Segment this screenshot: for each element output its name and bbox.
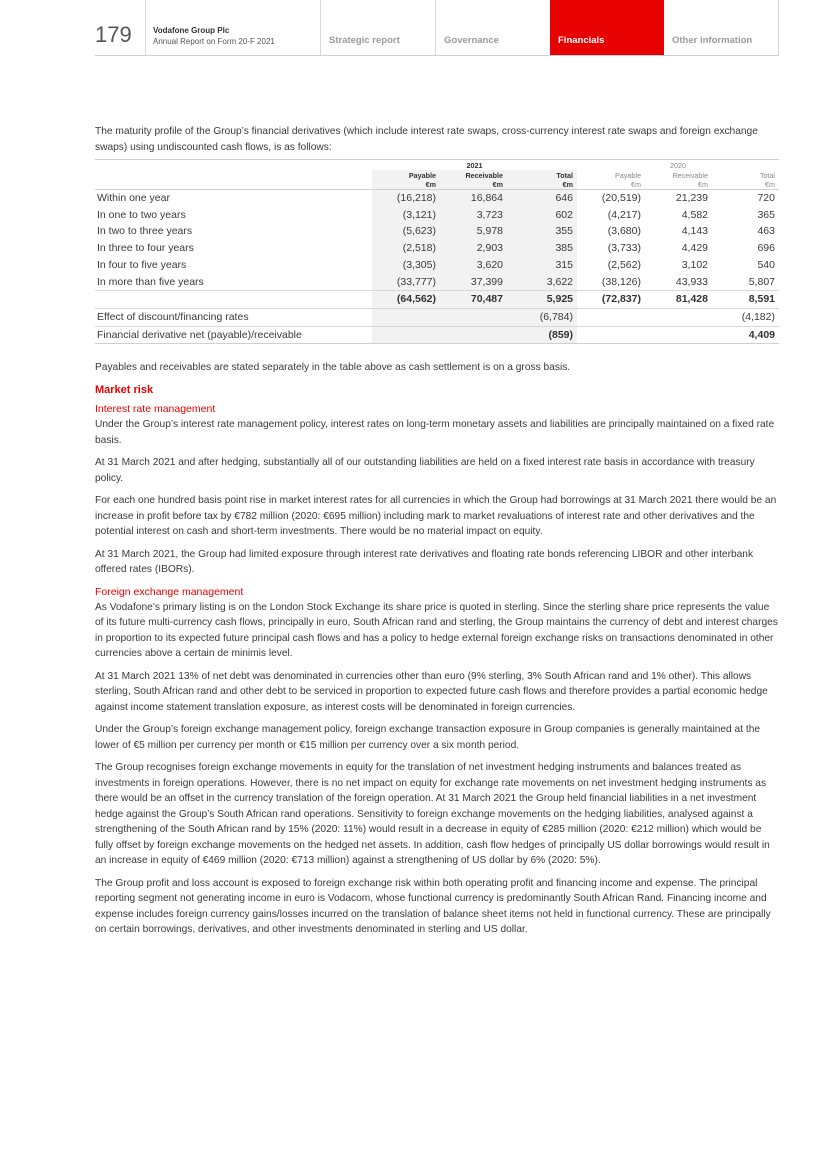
- interest-rate-heading: Interest rate management: [95, 403, 216, 416]
- table-cell: 385: [507, 240, 577, 257]
- nav-strategic-report[interactable]: Strategic report: [329, 35, 400, 46]
- column-name: Payable: [408, 170, 436, 180]
- column-header: [440, 170, 507, 190]
- table-cell: 646: [507, 190, 577, 207]
- column-unit: €m: [425, 179, 436, 189]
- table-cell: (4,217): [607, 208, 641, 221]
- column-unit: €m: [631, 179, 641, 189]
- intro-paragraph: The maturity profile of the Group’s financial derivatives (which include interest rate swaps, cross-currency interest rate swaps and foreign exchange swaps) using undiscounted cash flows, is as follows:: [95, 126, 758, 153]
- year-header-2020: 2020: [577, 160, 779, 171]
- fx-paragraph: The Group profit and loss account is exposed to foreign exchange risk within both operating profit and financing income and expense. The principal reporting segment not generating income in euro is Vodacom, whose functional currency is predominantly South African Rand. Financing income and expense includes foreign currency gains/losses incurred on the translation of balance sheet items not held in functional currency. These are principally on certain borrowings, derivatives, and other investments denominated in sterling and US dollar.: [95, 877, 771, 936]
- table-cell: 3,622: [507, 274, 577, 291]
- row-label: In two to three years: [97, 225, 193, 238]
- table-cell: (20,519): [601, 192, 641, 204]
- table-cell: 365: [757, 208, 775, 221]
- discount-total-2021: (6,784): [507, 308, 577, 326]
- column-name: Total: [556, 170, 573, 180]
- fx-heading: Foreign exchange management: [95, 585, 244, 598]
- table-row: [95, 207, 779, 224]
- table-cell: 355: [507, 223, 577, 240]
- total-cell: 8,591: [712, 291, 779, 309]
- fx-paragraph: As Vodafone’s primary listing is on the London Stock Exchange its share price is quoted in sterling. Since the sterling share price represents the value of its future multi-currency cash flows, principally in euro, South African rand and sterling, the Group maintains the currency of debt and interest charges in proportion to its expected future principal cash flows and has a policy to hedge external foreign exchange risks on transactions denominated in other currencies above a certain de minimis level.: [95, 601, 778, 660]
- table-cell: 37,399: [440, 274, 507, 291]
- total-cell: (64,562): [372, 291, 440, 309]
- page-number: 179: [95, 22, 132, 47]
- table-cell: (38,126): [601, 275, 641, 288]
- table-row: [95, 257, 779, 274]
- derivatives-maturity-table: [95, 159, 779, 344]
- row-label: Within one year: [97, 192, 170, 204]
- total-cell: 5,925: [507, 291, 577, 309]
- table-cell: 4,429: [681, 242, 708, 255]
- interest-rate-paragraph: At 31 March 2021 and after hedging, substantially all of our outstanding liabilities are held on a fixed interest rate basis in accordance with treasury policy.: [95, 457, 755, 484]
- table-cell: 3,723: [440, 207, 507, 224]
- gross-basis-note: Payables and receivables are stated separately in the table above as cash settlement is on a gross basis.: [95, 362, 571, 374]
- column-unit: €m: [492, 179, 503, 189]
- net-total-2021: (859): [507, 326, 577, 344]
- company-name: Vodafone Group Plc: [153, 26, 230, 35]
- table-cell: (3,305): [372, 257, 440, 274]
- report-title: Annual Report on Form 20-F 2021: [153, 37, 275, 46]
- table-row: [95, 274, 779, 291]
- table-cell: 5,978: [440, 223, 507, 240]
- column-header: [372, 170, 440, 190]
- table-cell: (5,623): [372, 223, 440, 240]
- column-name: Total: [759, 170, 775, 180]
- column-name: Receivable: [465, 170, 503, 180]
- column-header: [645, 170, 712, 190]
- row-label: In more than five years: [97, 275, 204, 288]
- page-content: [95, 124, 779, 945]
- table-cell: 463: [757, 225, 775, 238]
- table-cell: 540: [757, 258, 775, 271]
- nav-other-information[interactable]: Other information: [672, 35, 753, 46]
- column-header: [507, 170, 577, 190]
- total-cell: 70,487: [440, 291, 507, 309]
- table-cell: (2,518): [372, 240, 440, 257]
- table-cell: 2,903: [440, 240, 507, 257]
- table-cell: (16,218): [372, 190, 440, 207]
- column-name: Payable: [615, 170, 641, 180]
- discount-label: Effect of discount/financing rates: [95, 308, 372, 326]
- table-cell: 5,807: [748, 275, 775, 288]
- table-cell: 720: [757, 192, 775, 204]
- interest-rate-paragraph: For each one hundred basis point rise in market interest rates for all currencies in which the Group had borrowings at 31 March 2021 there would be an increase in profit before tax by €782 million (2020: €695 million) including mark to market revaluations of interest rate and other derivatives and the potential interest on cash and short-term investments. There would be no material impact on equity.: [95, 495, 777, 538]
- header-divider: [778, 0, 779, 55]
- column-unit: €m: [562, 179, 573, 189]
- fx-paragraph: The Group recognises foreign exchange movements in equity for the translation of net investment hedging instruments and balances treated as investments in foreign operations. However, there is no net impact on equity for exchange rate movements on net investment hedging instruments as there would be an offset in the currency translation of the foreign operation. At 31 March 2021 the Group held financial liabilities in a net investment hedge against the Group’s South African rand operations. Sensitivity to foreign exchange movements on the hedging liabilities, analysed against a strengthening of the South African rand by 15% (2020: 11%) would result in a decrease in equity of €285 million (2020: €212 million) which would be fully offset by foreign exchange movements on the hedged net assets. In addition, cash flow hedges of principally US dollar borrowings would result in an increase in equity of €469 million (2020: €713 million) against a strengthening of US dollar by 6% (2020: 5%).: [95, 762, 770, 867]
- column-unit: €m: [698, 179, 708, 189]
- header-divider: [145, 0, 146, 55]
- table-cell: 3,620: [440, 257, 507, 274]
- interest-rate-paragraph: At 31 March 2021, the Group had limited exposure through interest rate derivatives and floating rate bonds referencing LIBOR and other interbank offered rates (IBORs).: [95, 548, 754, 576]
- market-risk-heading: Market risk: [95, 383, 154, 396]
- table-cell: (3,680): [607, 225, 641, 238]
- table-cell: (33,777): [372, 274, 440, 291]
- table-cell: 696: [757, 242, 775, 255]
- table-cell: (3,733): [607, 242, 641, 255]
- column-name: Receivable: [672, 170, 708, 180]
- table-cell: (2,562): [607, 258, 641, 271]
- table-cell: (3,121): [372, 207, 440, 224]
- table-cell: 315: [507, 257, 577, 274]
- net-total-2020: 4,409: [712, 326, 779, 344]
- total-cell: 81,428: [645, 291, 712, 309]
- table-cell: 602: [507, 207, 577, 224]
- table-cell: 21,239: [675, 192, 708, 204]
- column-header: [577, 170, 645, 190]
- table-cell: 3,102: [681, 258, 708, 271]
- column-unit: €m: [765, 179, 775, 189]
- table-cell: 4,143: [681, 225, 708, 238]
- year-header-2021: 2021: [372, 160, 577, 171]
- interest-rate-paragraph: Under the Group’s interest rate management policy, interest rates on long-term monetary assets and liabilities are principally maintained on a fixed rate basis.: [95, 419, 775, 446]
- net-label: Financial derivative net (payable)/receivable: [95, 326, 372, 344]
- row-label: In one to two years: [97, 208, 186, 221]
- table-cell: 43,933: [675, 275, 708, 288]
- nav-financials[interactable]: Financials: [550, 0, 664, 55]
- page-header: [95, 0, 779, 56]
- table-row: [95, 240, 779, 257]
- nav-governance[interactable]: Governance: [444, 35, 499, 46]
- fx-paragraph: At 31 March 2021 13% of net debt was denominated in currencies other than euro (9% sterling, 3% South African rand and 1% other). This allows sterling, South African rand and other debt to be serviced in proportion to expected future cash flows and therefore provides a partial economic hedge against income statement translation exposure, as interest costs will be denominated in foreign currencies.: [95, 670, 768, 713]
- table-cell: 4,582: [681, 208, 708, 221]
- row-label: In three to four years: [97, 242, 194, 255]
- table-row: [95, 223, 779, 240]
- fx-paragraph: Under the Group’s foreign exchange management policy, foreign exchange transaction exposure in Group companies is generally maintained at the lower of €5 million per currency per month or €15 million per currency over a six month period.: [95, 724, 761, 751]
- total-cell: (72,837): [577, 291, 645, 309]
- column-header: [712, 170, 779, 190]
- row-label: In four to five years: [97, 258, 187, 271]
- table-row: [95, 190, 779, 207]
- table-cell: 16,864: [440, 190, 507, 207]
- discount-total-2020: (4,182): [712, 308, 779, 326]
